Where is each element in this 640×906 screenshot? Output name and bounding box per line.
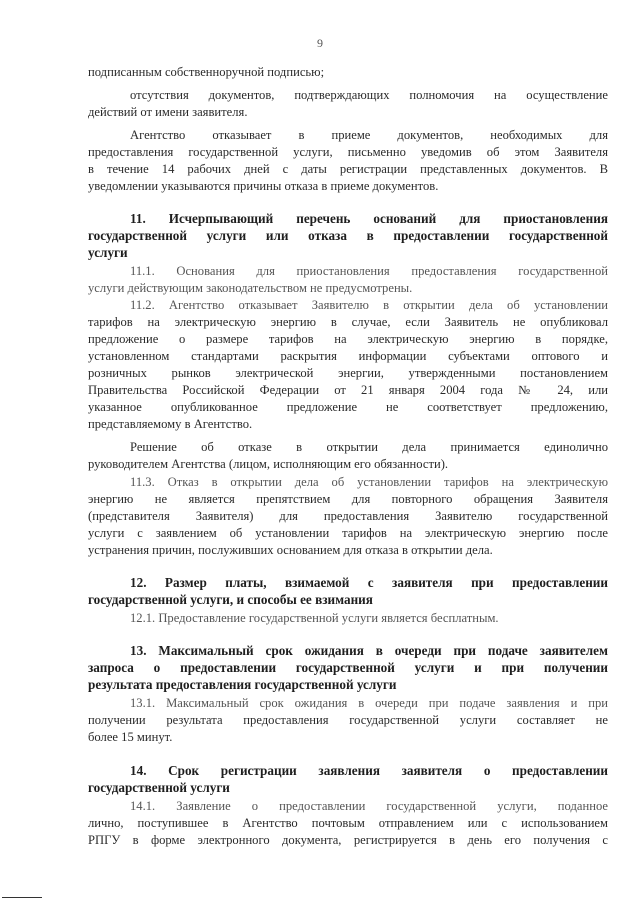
text-line: предоставления государственной услуги, письменно уведомив об этом Заявителя [88, 145, 608, 159]
text-line: 11.3. Отказ в открытии дела об установлении тарифов на электрическую [130, 475, 608, 489]
text-line: подписанным собственноручной подписью; [88, 65, 325, 79]
text-line: устранения причин, послуживших основанием для отказа в открытии дела. [88, 543, 493, 557]
page-number: 9 [317, 36, 323, 50]
text-line: 11.2. Агентство отказывает Заявителю в открытии дела об установлении [130, 298, 608, 312]
text-line: установленном стандартами раскрытия информации субъектами оптового и [88, 349, 608, 363]
section-heading-line: 11. Исчерпывающий перечень оснований для приостановления [130, 211, 608, 226]
text-line: 12.1. Предоставление государственной услуги является бесплатным. [130, 611, 499, 625]
text-line: 13.1. Максимальный срок ожидания в очереди при подаче заявления и при [130, 696, 608, 710]
section-heading-line: услуги [88, 245, 128, 260]
text-line: действий от имени заявителя. [88, 105, 248, 119]
footnote-rule [2, 897, 42, 898]
text-line: тарифов на электрическую энергию в случае, если Заявитель не опубликовал [88, 315, 608, 329]
text-line: РПГУ в форме электронного документа, регистрируется в день его получения с [88, 833, 608, 847]
text-line: розничных рынков электрической энергии, утвержденными постановлением [88, 366, 608, 380]
section-heading-line: 14. Срок регистрации заявления заявителя о предоставлении [130, 763, 608, 778]
section-heading-line: 13. Максимальный срок ожидания в очереди при подаче заявителем [130, 643, 608, 658]
text-line: Решение об отказе в открытии дела принимается единолично [130, 440, 608, 454]
text-line: уведомлении указываются причины отказа в приеме документов. [88, 179, 439, 193]
text-line: Агентство отказывает в приеме документов, необходимых для [130, 128, 608, 142]
text-line: предложение о размере тарифов на электрическую энергию в порядке, [88, 332, 608, 346]
text-line: отсутствия документов, подтверждающих полномочия на осуществление [130, 88, 608, 102]
section-heading-line: государственной услуги, и способы ее взимания [88, 592, 373, 607]
text-line: более 15 минут. [88, 730, 173, 744]
section-heading-line: запроса о предоставлении государственной услуги и при получении [88, 660, 608, 675]
text-line: указанное опубликованное предложение не соответствует предложению, [88, 400, 608, 414]
text-line: услуги с заявлением об установлении тарифов на электрическую энергию после [88, 526, 608, 540]
section-heading-line: государственной услуги или отказа в предоставлении государственной [88, 228, 608, 243]
text-line: (представителя Заявителя) для предоставления Заявителю государственной [88, 509, 608, 523]
text-line: Правительства Российской Федерации от 21 января 2004 года № 24, или [88, 383, 608, 397]
text-line: 14.1. Заявление о предоставлении государственной услуги, поданное [130, 799, 608, 813]
text-line: в течение 14 рабочих дней с даты регистрации представленных документов. В [88, 162, 608, 176]
text-line: руководителем Агентства (лицом, исполняющим его обязанности). [88, 457, 449, 471]
text-line: лично, поступившее в Агентство почтовым отправлением или с использованием [88, 816, 608, 830]
text-line: представляемому в Агентство. [88, 417, 253, 431]
section-heading-line: государственной услуги [88, 780, 230, 795]
text-line: энергию не является препятствием для повторного обращения Заявителя [88, 492, 608, 506]
section-heading-line: 12. Размер платы, взимаемой с заявителя при предоставлении [130, 575, 608, 590]
section-heading-line: результата предоставления государственной услуги [88, 677, 397, 692]
text-line: получении результата предоставления государственной услуги составляет не [88, 713, 608, 727]
text-line: 11.1. Основания для приостановления предоставления государственной [130, 264, 608, 278]
text-line: услуги действующим законодательством не предусмотрены. [88, 281, 413, 295]
